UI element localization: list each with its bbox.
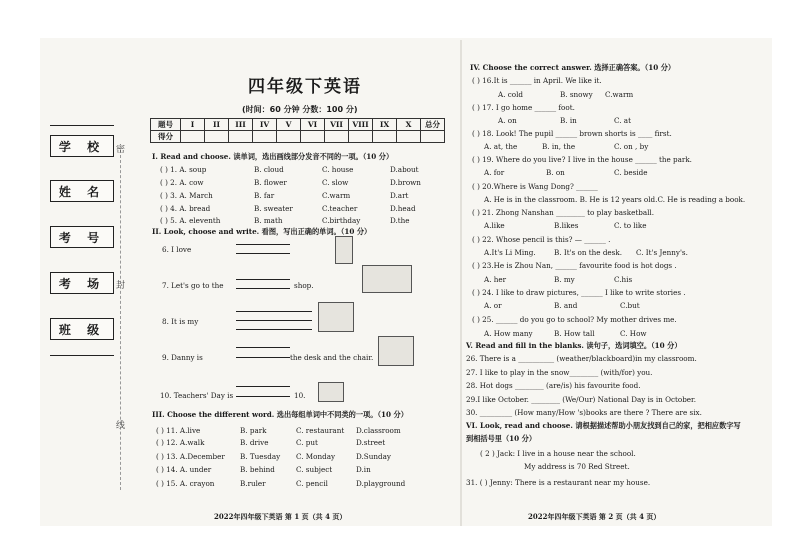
q13-number: ( ) 13. A.December (156, 452, 225, 461)
score-cell: II (205, 119, 229, 131)
example-address: My address is 70 Red Street. (524, 462, 630, 471)
q1-option-b: B. cloud (254, 165, 284, 174)
page-subtitle: (时间：60 分钟 分数：100 分) (242, 105, 358, 114)
calendar-picture (318, 382, 344, 402)
example-jack: ( 2 ) Jack: I live in a house near the school. (480, 449, 636, 458)
q18: ( ) 18. Look! The pupil ______ brown shorts is ____ first. (472, 129, 672, 138)
q16-b: B. snowy (560, 90, 593, 99)
q12-option-d: D.street (356, 438, 386, 447)
q2-number: ( ) 2. A. cow (160, 178, 204, 187)
q24-a: A. or (484, 301, 502, 310)
q9-line[interactable] (236, 357, 290, 358)
q6-line[interactable] (236, 253, 290, 254)
name-box: 姓 名 (50, 180, 114, 202)
q10-line[interactable] (236, 396, 290, 397)
score-table (150, 118, 445, 143)
q25-c: C. How (620, 329, 647, 338)
score-cell: X (397, 119, 421, 131)
q19-c: C. beside (614, 168, 648, 177)
q25-a: A. How many (484, 329, 533, 338)
score-cell: IV (253, 119, 277, 131)
score-cell: 题号 (151, 119, 181, 131)
q18-c: C. on , by (614, 142, 649, 151)
q30: 30. _________ (How many/How 's)books are there ? There are six. (466, 408, 702, 417)
score-cell: VII (325, 119, 349, 131)
q7-text: 7. Let's go to the (162, 281, 224, 290)
exam-room-box: 考 场 (50, 272, 114, 294)
part3-heading: III. Choose the different word. 选出每组单词中不同类的一项。（10 分） (152, 410, 408, 419)
q17-a: A. on (498, 116, 517, 125)
score-cell: 得分 (151, 131, 181, 143)
q14-option-d: D.in (356, 465, 371, 474)
q17-b: B. in (560, 116, 577, 125)
binding-top-line (50, 125, 114, 126)
part6-heading-cont: 到相括号里（10 分） (466, 434, 537, 443)
score-input[interactable] (301, 131, 325, 143)
seal-char-3: 线 (116, 421, 126, 431)
seal-char-1: 密 (116, 145, 126, 155)
q24: ( ) 24. I like to draw pictures, ______ I like to write stories . (472, 288, 686, 297)
score-cell: III (229, 119, 253, 131)
q13-option-d: D.Sunday (356, 452, 391, 461)
q9-line[interactable] (236, 347, 290, 348)
q25-b: B. How tall (554, 329, 595, 338)
score-input[interactable] (325, 131, 349, 143)
q4-option-d: D.head (390, 204, 416, 213)
q16-a: A. cold (498, 90, 524, 99)
q10-line[interactable] (236, 386, 290, 387)
q3-option-d: D.art (390, 191, 409, 200)
q21-c: C. to like (614, 221, 647, 230)
q15-option-c: C. pencil (296, 479, 328, 488)
q7-line[interactable] (236, 288, 290, 289)
score-input[interactable] (277, 131, 301, 143)
school-box: 学 校 (50, 135, 114, 157)
score-input[interactable] (205, 131, 229, 143)
q18-a: A. at, the (484, 142, 518, 151)
q1-number: ( ) 1. A. soup (160, 165, 207, 174)
score-cell: I (181, 119, 205, 131)
page-fold (460, 40, 462, 526)
q17: ( ) 17. I go home ______ foot. (472, 103, 575, 112)
footer-left: 2022年四年级下英语 第 1 页（共 4 页） (214, 512, 347, 521)
footer-right: 2022年四年级下英语 第 2 页（共 4 页） (528, 512, 661, 521)
q22: ( ) 22. Whose pencil is this? — ______ . (472, 235, 611, 244)
q3-option-b: B. far (254, 191, 275, 200)
q2-option-c: C. slow (322, 178, 349, 187)
q18-b: B. in, the (542, 142, 576, 151)
q11-option-d: D.classroom (356, 426, 401, 435)
score-cell: VIII (349, 119, 373, 131)
q6-line[interactable] (236, 244, 290, 245)
score-cell: VI (301, 119, 325, 131)
q20: ( ) 20.Where is Wang Dong? ______ (472, 182, 598, 191)
q10-text: 10. Teachers' Day is (160, 391, 234, 400)
q1-option-c: C. house (322, 165, 354, 174)
q20-opts: A. He is in the classroom. B. He is 12 years old.C. He is reading a book. (484, 195, 746, 204)
q8-line[interactable] (236, 320, 312, 321)
q21-a: A.like (484, 221, 505, 230)
q8-text: 8. It is my (162, 317, 199, 326)
q14-number: ( ) 14. A. under (156, 465, 212, 474)
class-box: 班 级 (50, 318, 114, 340)
q7-line[interactable] (236, 279, 290, 280)
q14-option-b: B. behind (240, 465, 275, 474)
q10-text-end: 10. (294, 391, 306, 400)
exam-number-box: 考 号 (50, 226, 114, 248)
q19-a: A. for (484, 168, 505, 177)
q4-option-b: B. sweater (254, 204, 293, 213)
q24-b: B. and (554, 301, 578, 310)
q2-option-d: D.brown (390, 178, 421, 187)
score-cell: 总分 (421, 119, 445, 131)
part1-heading: I. Read and choose. 读单词，选出画线部分发音不同的一项。（10 分） (152, 152, 394, 161)
score-input[interactable] (373, 131, 397, 143)
q11-option-c: C. restaurant (296, 426, 345, 435)
q27: 27. I like to play in the snow________ (with/for) you. (466, 368, 653, 377)
q13-option-b: B. Tuesday (240, 452, 281, 461)
q21: ( ) 21. Zhong Nanshan ________ to play basketball. (472, 208, 654, 217)
q19: ( ) 19. Where do you live? I live in the house ______ the park. (472, 155, 692, 164)
shop-picture (362, 265, 412, 293)
q23-b: B. my (554, 275, 575, 284)
q16-c: C.warm (605, 90, 634, 99)
q8-line[interactable] (236, 311, 312, 312)
q3-number: ( ) 3. A. March (160, 191, 213, 200)
q11-number: ( ) 11. A.live (156, 426, 201, 435)
q22-a: A.It's Li Ming. (484, 248, 536, 257)
q22-c: C. It's Jenny's. (636, 248, 688, 257)
q25: ( ) 25. ______ do you go to school? My mother drives me. (472, 315, 677, 324)
q15-option-b: B.ruler (240, 479, 266, 488)
score-cell: V (277, 119, 301, 131)
q16: ( ) 16.It is ______ in April. We like it. (472, 76, 602, 85)
q22-b: B. It's on the desk. (554, 248, 623, 257)
q12-option-c: C. put (296, 438, 318, 447)
q2-option-b: B. flower (254, 178, 287, 187)
bag-picture (318, 302, 354, 332)
binding-bottom-line (50, 355, 114, 356)
q23-a: A. her (484, 275, 507, 284)
score-input[interactable] (349, 131, 373, 143)
q13-option-c: C. Monday (296, 452, 336, 461)
q6-text: 6. I love (162, 245, 192, 254)
seal-line (120, 150, 121, 490)
q9-text-end: the desk and the chair. (290, 353, 374, 362)
q5-number: ( ) 5. A. eleventh (160, 216, 221, 225)
part6-heading: VI. Look, read and choose. 请根据描述帮助小朋友找到自己的家，把相应数字写 (466, 421, 741, 430)
score-cell: IX (373, 119, 397, 131)
q15-number: ( ) 15. A. crayon (156, 479, 215, 488)
q23: ( ) 23.He is Zhou Nan, ______ favourite food is hot dogs . (472, 261, 677, 270)
q3-option-c: C.warm (322, 191, 351, 200)
q4-number: ( ) 4. A. bread (160, 204, 211, 213)
q28: 28. Hot dogs ________ (are/is) his favourite food. (466, 381, 641, 390)
score-input[interactable] (421, 131, 445, 143)
score-input[interactable] (229, 131, 253, 143)
q26: 26. There is a __________ (weather/blackboard)in my classroom. (466, 354, 697, 363)
score-input[interactable] (181, 131, 205, 143)
q1-option-d: D.about (390, 165, 419, 174)
q23-c: C.his (614, 275, 633, 284)
q5-option-d: D.the (390, 216, 410, 225)
q5-option-c: C.birthday (322, 216, 361, 225)
q24-c: C.but (620, 301, 640, 310)
score-input[interactable] (253, 131, 277, 143)
q12-option-b: B. drive (240, 438, 269, 447)
q9-text: 9. Danny is (162, 353, 203, 362)
q12-number: ( ) 12. A.walk (156, 438, 205, 447)
part2-heading: II. Look, choose and write. 看图，写出正确的单词。（10 分） (152, 227, 372, 236)
page-title: 四年级下英语 (248, 77, 362, 97)
q8-line[interactable] (236, 329, 312, 330)
q14-option-c: C. subject (296, 465, 333, 474)
q31: 31. ( ) Jenny: There is a restaurant near my house. (466, 478, 651, 487)
tea-picture (335, 236, 353, 264)
q11-option-b: B. park (240, 426, 267, 435)
part5-heading: V. Read and fill in the blanks. 读句子，选词填空。（10 分） (466, 341, 682, 350)
q15-option-d: D.playground (356, 479, 406, 488)
q21-b: B.likes (554, 221, 579, 230)
part4-heading: IV. Choose the correct answer. 选择正确答案。（10 分） (470, 63, 676, 72)
seal-char-2: 封 (116, 281, 126, 291)
q17-c: C. at (614, 116, 631, 125)
q7-text-end: shop. (294, 281, 314, 290)
score-input[interactable] (397, 131, 421, 143)
q5-option-b: B. math (254, 216, 283, 225)
q29: 29.I like October. ________ (We/Our) National Day is in October. (466, 395, 696, 404)
q4-option-c: C.teacher (322, 204, 358, 213)
q19-b: B. on (546, 168, 565, 177)
desk-picture (378, 336, 414, 366)
